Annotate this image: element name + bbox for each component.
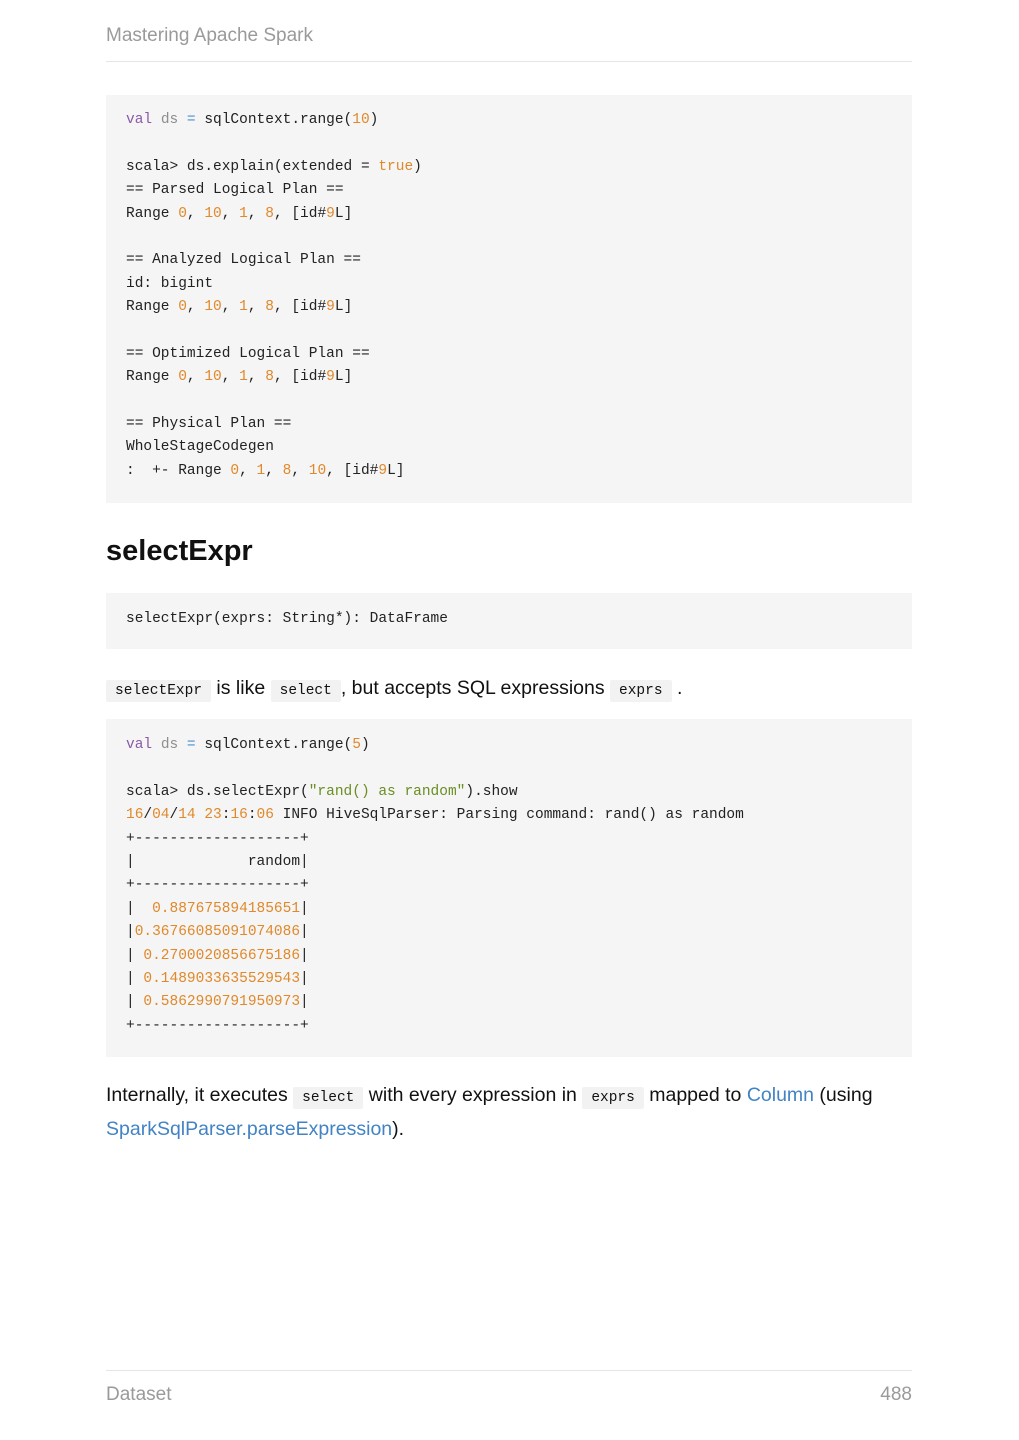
code-line bbox=[126, 413, 892, 436]
code-token: | bbox=[300, 924, 309, 941]
code-line bbox=[126, 273, 892, 296]
code-token bbox=[178, 112, 187, 128]
code-token: | bbox=[300, 900, 309, 917]
code-line bbox=[126, 898, 892, 921]
code-token: | bbox=[126, 900, 153, 917]
code-block-selectexpr bbox=[106, 719, 912, 1057]
code-token: 0 bbox=[178, 299, 187, 316]
code-token: 1 bbox=[239, 369, 248, 386]
code-line bbox=[126, 366, 892, 389]
code-token: +-------------------+ bbox=[126, 877, 309, 894]
code-token: 1 bbox=[239, 205, 248, 222]
code-line bbox=[126, 320, 892, 343]
code-line bbox=[126, 945, 892, 968]
code-token: 0.1489033635529543 bbox=[143, 970, 301, 987]
code-token: scala> ds.selectExpr( bbox=[126, 783, 309, 800]
code-token: / bbox=[143, 807, 153, 824]
text: . bbox=[671, 677, 683, 699]
paragraph-selectexpr bbox=[106, 673, 912, 707]
code-token: +-------------------+ bbox=[126, 830, 309, 847]
code-block-signature bbox=[106, 593, 912, 649]
code-block-explain bbox=[106, 95, 912, 503]
code-token: val bbox=[126, 737, 153, 753]
code-token: Range bbox=[126, 205, 179, 222]
code-token: INFO HiveSqlParser: Parsing command: rand() as random bbox=[273, 807, 744, 824]
code-line bbox=[126, 851, 892, 874]
code-token: L] bbox=[334, 205, 353, 222]
text: is like bbox=[211, 677, 271, 699]
code-token: , bbox=[221, 205, 240, 222]
inline-code: select bbox=[271, 680, 341, 702]
code-token: sqlContext.range( bbox=[195, 112, 353, 128]
code-token: id: bigint bbox=[126, 275, 214, 292]
code-token: selectExpr(exprs: String*): DataFrame bbox=[126, 611, 448, 627]
code-token: , [id# bbox=[273, 369, 327, 386]
code-line bbox=[126, 828, 892, 851]
code-token: 9 bbox=[326, 205, 335, 222]
code-token: 1 bbox=[239, 299, 248, 316]
code-token: : +- Range bbox=[126, 462, 231, 479]
code-token: scala> ds.explain(extended = bbox=[126, 158, 379, 175]
code-token: = bbox=[186, 112, 196, 128]
section-heading: selectExpr bbox=[106, 535, 253, 567]
code-token: ds bbox=[160, 112, 179, 128]
code-token: : bbox=[247, 807, 257, 824]
code-line bbox=[126, 757, 892, 780]
code-token: 8 bbox=[265, 369, 274, 386]
code-token: | bbox=[300, 947, 309, 964]
code-line bbox=[126, 921, 892, 944]
code-token: 23 bbox=[204, 807, 222, 824]
code-token: 14 bbox=[178, 807, 196, 824]
code-token: L] bbox=[334, 369, 353, 386]
code-line bbox=[126, 249, 892, 272]
code-token: 04 bbox=[152, 807, 170, 824]
text: , but accepts SQL expressions bbox=[340, 677, 611, 699]
code-token: val bbox=[126, 112, 153, 128]
code-line bbox=[126, 968, 892, 991]
code-token: L] bbox=[334, 299, 353, 316]
code-token: 10 bbox=[308, 462, 327, 479]
page-number: 488 bbox=[880, 1384, 912, 1405]
code-token: sqlContext.range( bbox=[195, 737, 353, 753]
text: mapped to bbox=[643, 1084, 747, 1106]
code-token: 5 bbox=[352, 737, 361, 753]
code-token: 0.2700020856675186 bbox=[143, 947, 301, 964]
code-token: | bbox=[300, 994, 309, 1011]
code-line bbox=[126, 1015, 892, 1038]
code-line bbox=[126, 734, 892, 757]
code-token: 0 bbox=[178, 369, 187, 386]
code-token: L] bbox=[387, 462, 405, 479]
code-token: ) bbox=[413, 158, 422, 175]
code-line bbox=[126, 296, 892, 319]
code-token: ) bbox=[360, 737, 370, 753]
code-token: , [id# bbox=[326, 462, 379, 479]
code-token: 0 bbox=[230, 462, 240, 479]
text: ). bbox=[392, 1118, 405, 1140]
code-token: | random| bbox=[126, 853, 309, 870]
code-token: == Optimized Logical Plan == bbox=[126, 345, 370, 362]
inline-code: exprs bbox=[610, 680, 672, 702]
code-token: , bbox=[247, 205, 266, 222]
code-token: , bbox=[247, 299, 266, 316]
code-token: 8 bbox=[265, 299, 274, 316]
code-token: , bbox=[239, 462, 257, 479]
code-token: 9 bbox=[378, 462, 388, 479]
code-line bbox=[126, 179, 892, 202]
code-token: , bbox=[186, 369, 205, 386]
code-token: == Parsed Logical Plan == bbox=[126, 182, 344, 199]
code-token: == Physical Plan == bbox=[126, 416, 292, 433]
page-header bbox=[106, 24, 912, 62]
page-footer bbox=[106, 1370, 912, 1405]
code-token: , [id# bbox=[273, 299, 327, 316]
code-line bbox=[126, 804, 892, 827]
code-token: 16 bbox=[126, 807, 144, 824]
code-line bbox=[126, 132, 892, 155]
code-token: 06 bbox=[256, 807, 274, 824]
code-token: 10 bbox=[204, 369, 222, 386]
code-token: | bbox=[126, 924, 135, 941]
parse-expression-link[interactable]: SparkSqlParser.parseExpression bbox=[106, 1118, 393, 1140]
code-line bbox=[126, 608, 892, 631]
code-token: 16 bbox=[230, 807, 248, 824]
inline-code: selectExpr bbox=[106, 680, 211, 702]
code-token bbox=[178, 737, 187, 753]
code-token: 0.5862990791950973 bbox=[143, 994, 301, 1011]
code-line bbox=[126, 226, 892, 249]
code-token: true bbox=[378, 158, 414, 175]
code-token: , bbox=[186, 205, 205, 222]
code-token: 8 bbox=[265, 205, 274, 222]
column-link[interactable]: Column bbox=[746, 1084, 815, 1106]
code-token: ).show bbox=[465, 783, 518, 800]
code-line bbox=[126, 390, 892, 413]
code-token: 10 bbox=[204, 299, 222, 316]
book-title: Mastering Apache Spark bbox=[106, 25, 314, 46]
code-token: 8 bbox=[282, 462, 292, 479]
code-line bbox=[126, 460, 892, 483]
code-token: ) bbox=[369, 112, 379, 128]
paragraph-internally bbox=[106, 1080, 912, 1145]
code-token bbox=[152, 112, 161, 128]
code-token: WholeStageCodegen bbox=[126, 439, 274, 456]
code-token: | bbox=[126, 947, 144, 964]
code-token: "rand() as random" bbox=[308, 783, 466, 800]
code-token: : bbox=[221, 807, 231, 824]
code-token: , bbox=[291, 462, 309, 479]
text: (using bbox=[814, 1084, 873, 1106]
code-token: , bbox=[265, 462, 283, 479]
code-line bbox=[126, 781, 892, 804]
code-token: 10 bbox=[352, 112, 370, 128]
code-token: Range bbox=[126, 299, 179, 316]
code-token: 0.36766085091074086 bbox=[134, 924, 301, 941]
code-token: ds bbox=[160, 737, 179, 753]
code-token: == Analyzed Logical Plan == bbox=[126, 252, 361, 269]
code-line bbox=[126, 991, 892, 1014]
inline-code: exprs bbox=[582, 1087, 644, 1109]
code-line bbox=[126, 203, 892, 226]
code-token: , bbox=[186, 299, 205, 316]
code-line bbox=[126, 156, 892, 179]
code-token: | bbox=[126, 970, 144, 987]
code-token: 0.887675894185651 bbox=[152, 900, 301, 917]
code-token: / bbox=[169, 807, 179, 824]
code-token bbox=[152, 737, 161, 753]
code-line bbox=[126, 109, 892, 132]
code-line bbox=[126, 343, 892, 366]
code-token: | bbox=[300, 970, 309, 987]
code-token: | bbox=[126, 994, 144, 1011]
code-token: Range bbox=[126, 369, 179, 386]
code-token: +-------------------+ bbox=[126, 1017, 309, 1034]
code-line bbox=[126, 874, 892, 897]
code-token: 9 bbox=[326, 299, 335, 316]
text: with every expression in bbox=[363, 1084, 583, 1106]
footer-chapter: Dataset bbox=[106, 1384, 172, 1405]
code-token: = bbox=[186, 737, 196, 753]
inline-code: select bbox=[293, 1087, 363, 1109]
code-token: 10 bbox=[204, 205, 222, 222]
code-token: , bbox=[221, 299, 240, 316]
code-token: , bbox=[221, 369, 240, 386]
code-token: 9 bbox=[326, 369, 335, 386]
code-token: , bbox=[247, 369, 266, 386]
code-token: 1 bbox=[256, 462, 266, 479]
code-line bbox=[126, 436, 892, 459]
code-token: 0 bbox=[178, 205, 187, 222]
text: Internally, it executes bbox=[106, 1084, 294, 1106]
code-token: , [id# bbox=[273, 205, 327, 222]
